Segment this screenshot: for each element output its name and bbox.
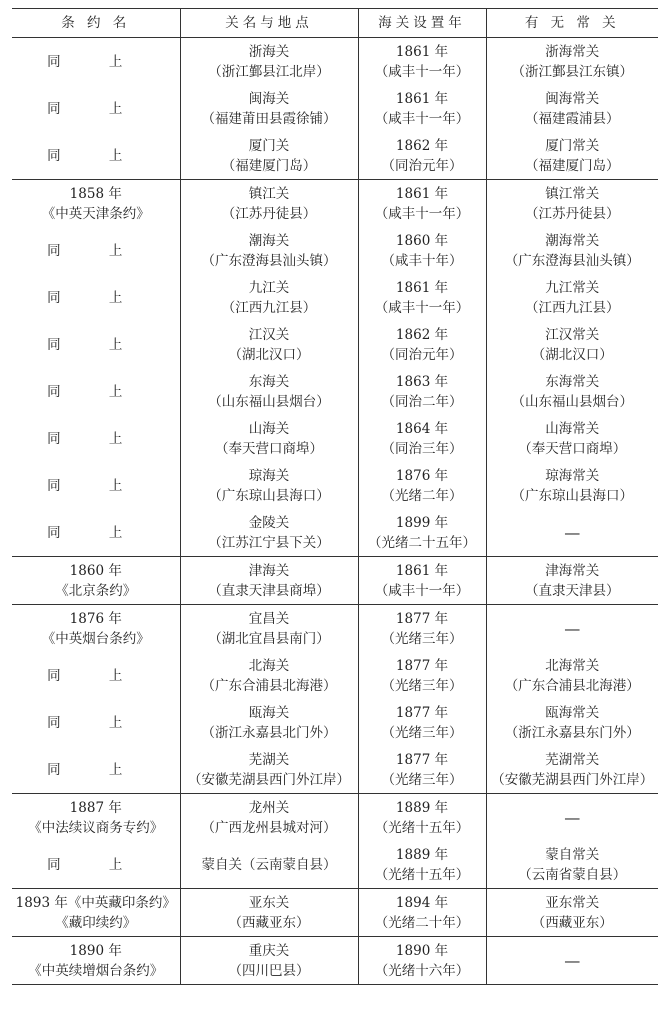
- customs-cell: 江汉关 （湖北汉口）: [180, 321, 358, 368]
- native-customs-cell: [486, 509, 658, 557]
- table-row: [12, 38, 658, 86]
- table-row: [12, 794, 658, 842]
- native-customs-cell: [486, 605, 658, 653]
- table-row: [12, 841, 658, 889]
- none-dash: —: [564, 522, 581, 542]
- customs-cell: 亚东关 （西藏亚东）: [180, 889, 358, 937]
- customs-cell: 宜昌关 （湖北宜昌县南门）: [180, 605, 358, 653]
- customs-cell: 金陵关 （江苏江宁县下关）: [180, 509, 358, 557]
- none-dash: —: [564, 950, 581, 970]
- year-cell: 1864 年 （同治三年）: [358, 415, 486, 462]
- header-customs-location: 关名与地点: [180, 9, 358, 38]
- native-customs-cell: 亚东常关 （西藏亚东）: [486, 889, 658, 937]
- year-cell: 1890 年 （光绪十六年）: [358, 937, 486, 985]
- table-row: [12, 462, 658, 509]
- customs-cell: 琼海关 （广东琼山县海口）: [180, 462, 358, 509]
- year-cell: 1899 年 （光绪二十五年）: [358, 509, 486, 557]
- native-customs-cell: 津海常关 （直隶天津县）: [486, 557, 658, 605]
- treaty-cell: 同 上: [47, 53, 145, 70]
- customs-cell: 龙州关 （广西龙州县城对河）: [180, 794, 358, 842]
- table-row: [12, 368, 658, 415]
- customs-cell: 浙海关 （浙江鄞县江北岸）: [180, 38, 358, 86]
- year-cell: 1862 年 （同治元年）: [358, 132, 486, 180]
- treaty-cell: 同 上: [47, 100, 145, 117]
- year-cell: 1862 年 （同治元年）: [358, 321, 486, 368]
- year-cell: 1861 年 （咸丰十一年）: [358, 180, 486, 228]
- table-row: [12, 85, 658, 132]
- year-cell: 1861 年 （咸丰十一年）: [358, 38, 486, 86]
- year-cell: 1889 年 （光绪十五年）: [358, 794, 486, 842]
- customs-cell: 瓯海关 （浙江永嘉县北门外）: [180, 699, 358, 746]
- none-dash: —: [564, 618, 581, 638]
- treaty-cell: 同 上: [47, 242, 145, 259]
- treaty-cell: 同 上: [47, 667, 145, 684]
- table-row: [12, 937, 658, 985]
- none-dash: —: [564, 807, 581, 827]
- customs-cell: 北海关 （广东合浦县北海港）: [180, 652, 358, 699]
- native-customs-cell: 江汉常关 （湖北汉口）: [486, 321, 658, 368]
- customs-cell: 厦门关 （福建厦门岛）: [180, 132, 358, 180]
- year-cell: 1877 年 （光绪三年）: [358, 605, 486, 653]
- table-row: [12, 889, 658, 937]
- table-row: [12, 557, 658, 605]
- treaty-cell: 1890 年 《中英续增烟台条约》: [12, 937, 180, 985]
- year-cell: 1877 年 （光绪三年）: [358, 746, 486, 794]
- year-cell: 1861 年 （咸丰十一年）: [358, 85, 486, 132]
- customs-cell: 芜湖关 （安徽芜湖县西门外江岸）: [180, 746, 358, 794]
- treaty-cell: 同 上: [47, 430, 145, 447]
- table-row: [12, 605, 658, 653]
- customs-cell: 东海关 （山东福山县烟台）: [180, 368, 358, 415]
- treaty-cell: 同 上: [12, 509, 180, 557]
- native-customs-cell: 蒙自常关 （云南省蒙自县）: [486, 841, 658, 889]
- header-treaty: 条 约 名: [12, 9, 180, 38]
- native-customs-cell: 镇江常关 （江苏丹徒县）: [486, 180, 658, 228]
- header-row: [12, 9, 658, 38]
- native-customs-cell: [486, 937, 658, 985]
- table-row: [12, 274, 658, 321]
- year-cell: 1877 年 （光绪三年）: [358, 652, 486, 699]
- year-cell: 1876 年 （光绪二年）: [358, 462, 486, 509]
- header-native-customs: 有 无 常 关: [486, 9, 658, 38]
- customs-cell: 山海关 （奉天营口商埠）: [180, 415, 358, 462]
- year-cell: 1860 年 （咸丰十年）: [358, 227, 486, 274]
- customs-cell: 闽海关 （福建莆田县霞徐铺）: [180, 85, 358, 132]
- treaty-cell: 同 上: [12, 746, 180, 794]
- treaty-cell: 同 上: [47, 714, 145, 731]
- treaty-cell: 1876 年 《中英烟台条约》: [41, 610, 150, 647]
- customs-cell: 重庆关 （四川巴县）: [180, 937, 358, 985]
- native-customs-cell: 瓯海常关 （浙江永嘉县东门外）: [486, 699, 658, 746]
- treaty-cell: 同 上: [47, 383, 145, 400]
- treaty-cell: 1893 年《中英藏印条约》 《藏印续约》: [12, 889, 180, 937]
- customs-table: [12, 8, 658, 985]
- treaty-cell: 1860 年 《北京条约》: [12, 557, 180, 605]
- treaty-cell: 1887 年 《中法续议商务专约》: [28, 799, 164, 836]
- customs-cell: 镇江关 （江苏丹徒县）: [180, 180, 358, 228]
- treaty-cell: 同 上: [12, 132, 180, 180]
- customs-cell: 九江关 （江西九江县）: [180, 274, 358, 321]
- native-customs-cell: 九江常关 （江西九江县）: [486, 274, 658, 321]
- native-customs-cell: 山海常关 （奉天营口商埠）: [486, 415, 658, 462]
- treaty-cell: 同 上: [12, 841, 180, 889]
- native-customs-cell: [486, 794, 658, 842]
- header-established-year: 海关设置年: [358, 9, 486, 38]
- year-cell: 1861 年 （咸丰十一年）: [358, 274, 486, 321]
- table-row: [12, 227, 658, 274]
- customs-cell: 津海关 （直隶天津县商埠）: [180, 557, 358, 605]
- year-cell: 1889 年 （光绪十五年）: [358, 841, 486, 889]
- year-cell: 1877 年 （光绪三年）: [358, 699, 486, 746]
- native-customs-cell: 潮海常关 （广东澄海县汕头镇）: [486, 227, 658, 274]
- table-row: [12, 132, 658, 180]
- native-customs-cell: 东海常关 （山东福山县烟台）: [486, 368, 658, 415]
- native-customs-cell: 芜湖常关 （安徽芜湖县西门外江岸）: [486, 746, 658, 794]
- native-customs-cell: 浙海常关 （浙江鄞县江东镇）: [486, 38, 658, 86]
- table-row: [12, 321, 658, 368]
- table-row: [12, 180, 658, 228]
- table-row: [12, 746, 658, 794]
- treaty-cell: 1858 年 《中英天津条约》: [41, 185, 150, 222]
- treaty-cell: 同 上: [47, 289, 145, 306]
- table-row: [12, 415, 658, 462]
- table-row: [12, 699, 658, 746]
- native-customs-cell: 北海常关 （广东合浦县北海港）: [486, 652, 658, 699]
- native-customs-cell: 厦门常关 （福建厦门岛）: [486, 132, 658, 180]
- year-cell: 1863 年 （同治二年）: [358, 368, 486, 415]
- table-row: [12, 509, 658, 557]
- year-cell: 1861 年 （咸丰十一年）: [358, 557, 486, 605]
- year-cell: 1894 年 （光绪二十年）: [358, 889, 486, 937]
- native-customs-cell: 闽海常关 （福建霞浦县）: [486, 85, 658, 132]
- native-customs-cell: 琼海常关 （广东琼山县海口）: [486, 462, 658, 509]
- customs-cell: 潮海关 （广东澄海县汕头镇）: [180, 227, 358, 274]
- customs-cell: 蒙自关（云南蒙自县）: [180, 841, 358, 889]
- table-row: [12, 652, 658, 699]
- treaty-cell: 同 上: [47, 477, 145, 494]
- treaty-cell: 同 上: [47, 336, 145, 353]
